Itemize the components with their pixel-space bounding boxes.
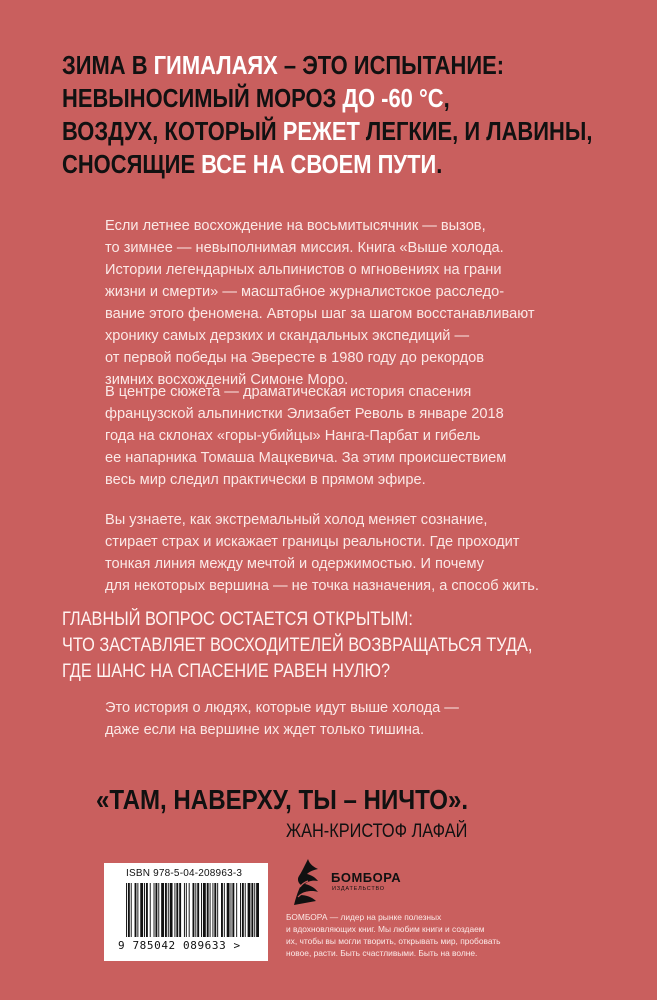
barcode-number: 9 785042 089633 >	[118, 939, 241, 952]
headline-line-3: ВОЗДУХ, КОТОРЫЙ РЕЖЕТ ЛЕГКИЕ, И ЛАВИНЫ,	[62, 118, 593, 146]
headline-line-4: СНОСЯЩИЕ ВСЕ НА СВОЕМ ПУТИ.	[62, 151, 443, 179]
quote: «ТАМ, НАВЕРХУ, ТЫ – НИЧТО».	[96, 784, 469, 815]
quote-author: ЖАН-КРИСТОФ ЛАФАЙ	[286, 821, 468, 842]
headline-line-2: НЕВЫНОСИМЫЙ МОРОЗ ДО -60 °С,	[62, 85, 450, 113]
barcode	[104, 863, 268, 961]
barcode-bars	[126, 883, 260, 937]
paragraph-learn: Вы узнаете, как экстремальный холод меняет сознание, стирает страх и искажает границы реальности. Где проходит тонкая линия между мечтой и одержимостью. И почему для некоторых вершина — не точка назначения, а способ жить.	[105, 512, 539, 594]
paragraph-intro: Если летнее восхождение на восьмитысячник — вызов, то зимнее — невыполнимая миссия. Книга «Выше холода. Истории легендарных альпинистов о мгновениях на грани жизни и смерти» — масштабное журналистское расследо- вание этого феномена. Авторы шаг за шагом восстанавливают хронику самых дерзких и скандальных экспедиций — от первой победы на Эвересте в 1980 году до рекордов зимних восхождений Симоне Моро.	[105, 218, 535, 388]
headline	[62, 50, 630, 182]
publisher-name: БОМБОРА	[331, 870, 402, 885]
publisher-subtitle: ИЗДАТЕЛЬСТВО	[332, 886, 385, 892]
isbn-label: ISBN 978-5-04-208963-3	[126, 868, 243, 879]
paragraph-story: В центре сюжета — драматическая история спасения французской альпинистки Элизабет Револь в январе 2018 года на склонах «горы-убийцы» Нанга-Парбат и гибель ее напарника Томаша Мацкевича. За этим происшествием весь мир следил практически в прямом эфире.	[105, 384, 507, 488]
publisher-blurb: БОМБОРА — лидер на рынке полезных и вдохновляющих книг. Мы любим книги и создаем их, чтобы вы могли творить, открывать мир, пробовать новое, расти. Быть счастливыми. Быть на волне.	[286, 912, 501, 958]
bombora-logo-icon	[288, 857, 328, 907]
paragraph-closing: Это история о людях, которые идут выше холода — даже если на вершине их ждет только тишина.	[105, 700, 459, 738]
headline-line-1: ЗИМА В ГИМАЛАЯХ – ЭТО ИСПЫТАНИЕ:	[62, 52, 505, 80]
main-question: ГЛАВНЫЙ ВОПРОС ОСТАЕТСЯ ОТКРЫТЫМ: ЧТО ЗАСТАВЛЯЕТ ВОСХОДИТЕЛЕЙ ВОЗВРАЩАТЬСЯ ТУДА, ГДЕ ШАНС НА СПАСЕНИЕ РАВЕН НУЛЮ?	[62, 609, 533, 682]
